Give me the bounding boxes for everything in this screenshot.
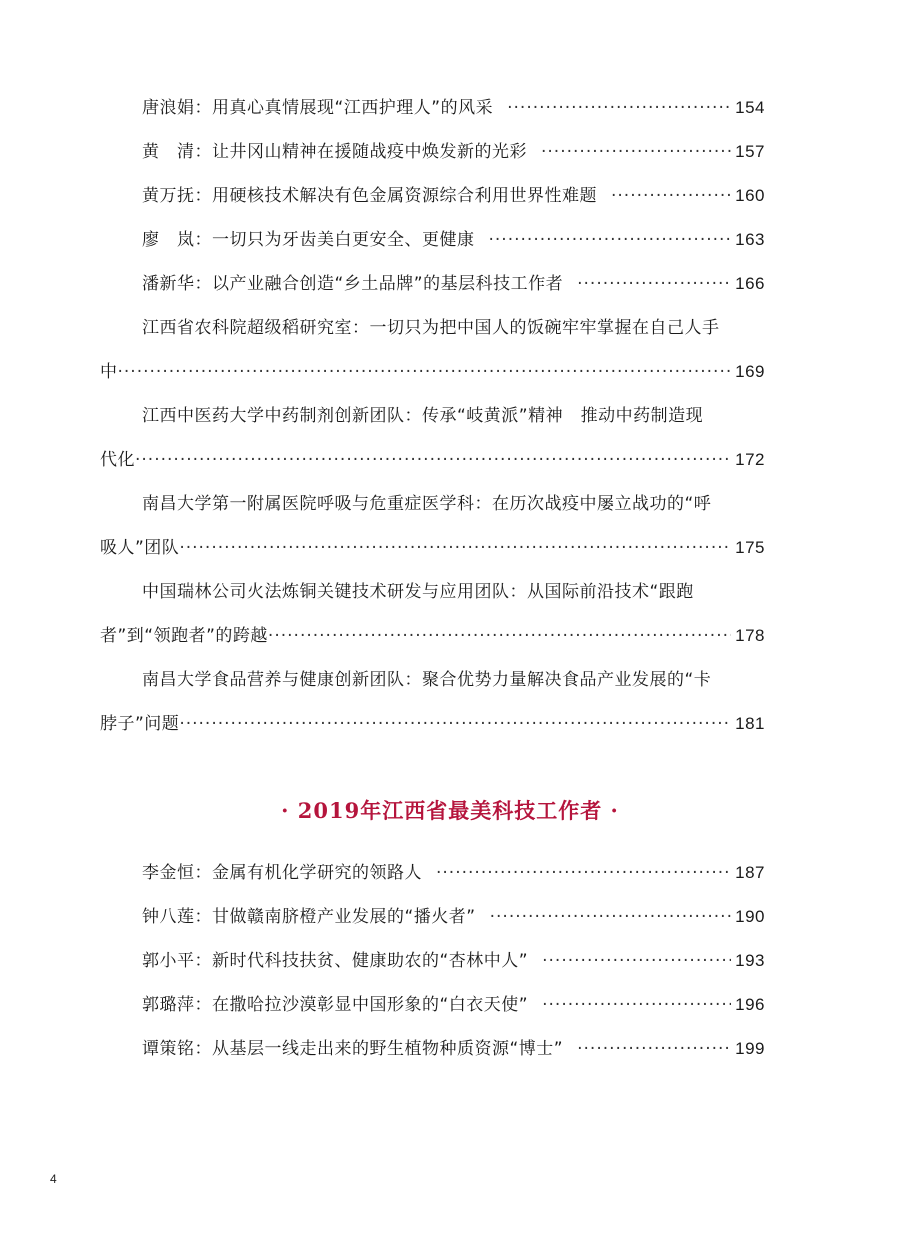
- entry-title-line-2: 中: [100, 362, 118, 382]
- entry-title: 用真心真情展现“江西护理人”的风采: [212, 98, 494, 118]
- entry-name: 黄 清: [142, 142, 195, 162]
- entry-title-line-2: 者”到“领跑者”的跨越: [100, 626, 268, 646]
- entry-title-line-1: 江西中医药大学中药制剂创新团队：传承“岐黄派”精神 推动中药制造现: [142, 406, 704, 426]
- entry-title: 在撒哈拉沙漠彰显中国形象的“白衣天使”: [212, 995, 529, 1015]
- entry-title-line-1: 江西省农科院超级稻研究室：一切只为把中国人的饭碗牢牢掌握在自己人手: [142, 318, 720, 338]
- toc-entry[interactable]: [100, 86, 765, 130]
- toc-entry-wrapped[interactable]: [100, 570, 765, 658]
- leader-dots: [542, 939, 731, 983]
- leader-dots: [179, 702, 731, 746]
- section-heading: · 2019年江西省最美科技工作者 ·: [281, 798, 619, 823]
- entry-separator: ：: [194, 142, 212, 162]
- entry-name: 潘新华: [142, 274, 195, 294]
- entry-separator: ：: [194, 951, 212, 971]
- entry-page-number: 154: [735, 98, 765, 117]
- leader-dots: [611, 174, 731, 218]
- entry-title: 让井冈山精神在援随战疫中焕发新的光彩: [212, 142, 527, 162]
- entry-separator: ：: [194, 863, 212, 883]
- toc-entry[interactable]: [100, 262, 765, 306]
- toc-entry[interactable]: [100, 851, 765, 895]
- toc-entry[interactable]: [100, 939, 765, 983]
- toc-entry[interactable]: [100, 895, 765, 939]
- entry-title: 新时代科技扶贫、健康助农的“杏林中人”: [212, 951, 529, 971]
- entry-title: 一切只为牙齿美白更安全、更健康: [212, 230, 475, 250]
- toc-entry[interactable]: [100, 218, 765, 262]
- leader-dots: [268, 614, 731, 658]
- entry-title: 以产业融合创造“乡土品牌”的基层科技工作者: [212, 274, 564, 294]
- entry-title-line-2: 脖子”问题: [100, 714, 180, 734]
- entry-page-number: 163: [735, 230, 765, 249]
- toc-part-2: [100, 851, 765, 1071]
- leader-dots: [577, 1027, 731, 1071]
- entry-title: 金属有机化学研究的领路人: [212, 863, 422, 883]
- entry-title-line-2: 吸人”团队: [100, 538, 180, 558]
- entry-name: 唐浪娟: [142, 98, 195, 118]
- leader-dots: [577, 262, 731, 306]
- entry-page-number: 175: [735, 538, 765, 557]
- entry-separator: ：: [194, 186, 212, 206]
- entry-page-number: 160: [735, 186, 765, 205]
- leader-dots: [541, 130, 731, 174]
- entry-title: 从基层一线走出来的野生植物种质资源“博士”: [212, 1039, 564, 1059]
- entry-page-number: 190: [735, 907, 765, 926]
- entry-page-number: 196: [735, 995, 765, 1014]
- entry-separator: ：: [194, 274, 212, 294]
- entry-title: 用硬核技术解决有色金属资源综合利用世界性难题: [212, 186, 597, 206]
- toc-entry-wrapped[interactable]: [100, 394, 765, 482]
- entry-title: 甘做赣南脐橙产业发展的“播火者”: [212, 907, 476, 927]
- entry-page-number: 181: [735, 714, 765, 733]
- toc-entry[interactable]: [100, 1027, 765, 1071]
- toc-entry[interactable]: [100, 983, 765, 1027]
- entry-name: 谭策铭: [142, 1039, 195, 1059]
- entry-title-line-2: 代化: [100, 450, 135, 470]
- leader-dots: [489, 218, 732, 262]
- entry-name: 廖 岚: [142, 230, 195, 250]
- entry-page-number: 187: [735, 863, 765, 882]
- entry-separator: ：: [194, 98, 212, 118]
- entry-title-line-1: 南昌大学食品营养与健康创新团队：聚合优势力量解决食品产业发展的“卡: [142, 670, 712, 690]
- entry-name: 黄万抚: [142, 186, 195, 206]
- folio-page-number: 4: [50, 1172, 57, 1186]
- entry-separator: ：: [194, 995, 212, 1015]
- entry-page-number: 172: [735, 450, 765, 469]
- entry-page-number: 193: [735, 951, 765, 970]
- toc-entry[interactable]: [100, 130, 765, 174]
- toc-part-1: [100, 86, 765, 746]
- entry-name: 郭璐萍: [142, 995, 195, 1015]
- entry-title-line-1: 南昌大学第一附属医院呼吸与危重症医学科：在历次战疫中屡立战功的“呼: [142, 494, 712, 514]
- entry-page-number: 169: [735, 362, 765, 381]
- leader-dots: [135, 438, 731, 482]
- toc-entry-wrapped[interactable]: [100, 482, 765, 570]
- entry-title-line-1: 中国瑞林公司火法炼铜关键技术研发与应用团队：从国际前沿技术“跟跑: [142, 582, 694, 602]
- entry-separator: ：: [194, 907, 212, 927]
- leader-dots: [507, 86, 731, 130]
- toc-entry-wrapped[interactable]: [100, 306, 765, 394]
- entry-name: 钟八莲: [142, 907, 195, 927]
- toc-entry-wrapped[interactable]: [100, 658, 765, 746]
- entry-name: 李金恒: [142, 863, 195, 883]
- entry-separator: ：: [194, 230, 212, 250]
- entry-page-number: 166: [735, 274, 765, 293]
- toc-entry[interactable]: [100, 174, 765, 218]
- leader-dots: [436, 851, 731, 895]
- leader-dots: [118, 350, 732, 394]
- entry-page-number: 178: [735, 626, 765, 645]
- leader-dots: [179, 526, 731, 570]
- entry-name: 郭小平: [142, 951, 195, 971]
- leader-dots: [490, 895, 732, 939]
- entry-page-number: 157: [735, 142, 765, 161]
- leader-dots: [542, 983, 731, 1027]
- entry-separator: ：: [194, 1039, 212, 1059]
- entry-page-number: 199: [735, 1039, 765, 1058]
